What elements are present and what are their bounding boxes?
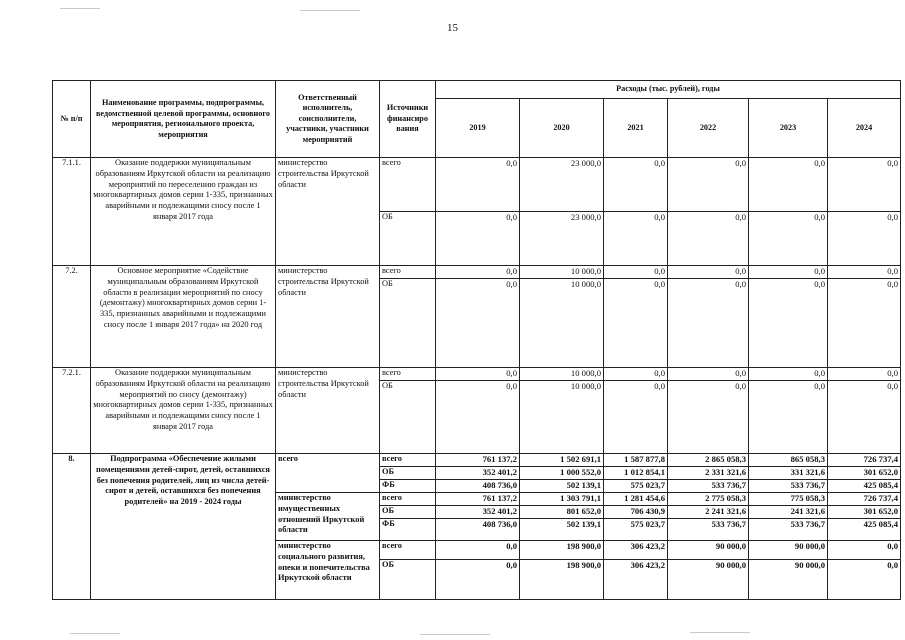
value-cell: 90 000,0 <box>749 541 828 560</box>
row-responsible: всего <box>276 454 380 493</box>
row-responsible: министерство строительства Иркутской области <box>276 368 380 454</box>
value-cell: 425 085,4 <box>828 480 901 493</box>
value-cell: 0,0 <box>828 266 901 279</box>
row-source: всего <box>380 493 436 506</box>
row-source: ОБ <box>380 560 436 600</box>
value-cell: 0,0 <box>828 541 901 560</box>
value-cell: 0,0 <box>604 266 668 279</box>
value-cell: 0,0 <box>604 158 668 212</box>
value-cell: 0,0 <box>668 368 749 381</box>
header-year: 2020 <box>520 99 604 158</box>
header-year: 2022 <box>668 99 749 158</box>
value-cell: 0,0 <box>828 279 901 368</box>
value-cell: 0,0 <box>749 368 828 381</box>
row-source: ФБ <box>380 480 436 493</box>
value-cell: 0,0 <box>668 381 749 454</box>
value-cell: 0,0 <box>436 212 520 266</box>
row-name: Подпрограмма «Обеспечение жилыми помещениями детей-сирот, детей, оставшихся без попечения родителей, лиц из числа детей-сирот и детей, оставшихся без попечения родителей» на 2019 - 2024 годы <box>91 454 276 600</box>
value-cell: 10 000,0 <box>520 368 604 381</box>
header-num: № п/п <box>53 81 91 158</box>
row-source: ОБ <box>380 212 436 266</box>
row-responsible: министерство имущественных отношений Иркутской области <box>276 493 380 541</box>
value-cell: 0,0 <box>436 368 520 381</box>
value-cell: 533 736,7 <box>749 480 828 493</box>
value-cell: 306 423,2 <box>604 541 668 560</box>
value-cell: 1 502 691,1 <box>520 454 604 467</box>
value-cell: 502 139,1 <box>520 519 604 541</box>
header-row <box>53 81 901 99</box>
value-cell: 0,0 <box>828 212 901 266</box>
value-cell: 1 303 791,1 <box>520 493 604 506</box>
value-cell: 198 900,0 <box>520 560 604 600</box>
value-cell: 0,0 <box>604 368 668 381</box>
row-responsible: министерство социального развития, опеки и попечительства Иркутской области <box>276 541 380 600</box>
value-cell: 10 000,0 <box>520 381 604 454</box>
value-cell: 726 737,4 <box>828 493 901 506</box>
value-cell: 23 000,0 <box>520 158 604 212</box>
value-cell: 0,0 <box>828 381 901 454</box>
row-source: ОБ <box>380 279 436 368</box>
value-cell: 0,0 <box>749 266 828 279</box>
value-cell: 10 000,0 <box>520 266 604 279</box>
value-cell: 2 331 321,6 <box>668 467 749 480</box>
value-cell: 2 775 058,3 <box>668 493 749 506</box>
value-cell: 1 000 552,0 <box>520 467 604 480</box>
budget-table <box>52 80 901 600</box>
value-cell: 331 321,6 <box>749 467 828 480</box>
header-year: 2021 <box>604 99 668 158</box>
value-cell: 1 587 877,8 <box>604 454 668 467</box>
header-name: Наименование программы, подпрограммы, ведомственной целевой программы, основного мероприятия, регионального проекта, мероприятия <box>91 81 276 158</box>
value-cell: 575 023,7 <box>604 480 668 493</box>
row-source: ОБ <box>380 381 436 454</box>
row-number: 7.2. <box>53 266 91 368</box>
row-source: всего <box>380 454 436 467</box>
value-cell: 706 430,9 <box>604 506 668 519</box>
value-cell: 0,0 <box>436 266 520 279</box>
row-source: всего <box>380 158 436 212</box>
value-cell: 0,0 <box>749 158 828 212</box>
row-source: ОБ <box>380 467 436 480</box>
value-cell: 2 241 321,6 <box>668 506 749 519</box>
value-cell: 533 736,7 <box>668 480 749 493</box>
row-name: Основное мероприятие «Содействие муниципальным образованиям Иркутской области в реализации мероприятий по сносу (демонтажу) многоквартирных домов серии 1-335, признанных аварийными и подлежащими сносу после 1 января 2017 года» на 2020 год <box>91 266 276 368</box>
value-cell: 408 736,0 <box>436 480 520 493</box>
table-row <box>53 454 901 467</box>
value-cell: 0,0 <box>668 158 749 212</box>
value-cell: 761 137,2 <box>436 493 520 506</box>
value-cell: 0,0 <box>828 368 901 381</box>
value-cell: 2 865 058,3 <box>668 454 749 467</box>
row-name: Оказание поддержки муниципальным образованиям Иркутской области на реализацию мероприятий по переселению граждан из многоквартирных домов серии 1-335, признанных аварийными и подлежащими сносу после 1 января 2017 года <box>91 158 276 266</box>
row-number: 7.1.1. <box>53 158 91 266</box>
value-cell: 1 281 454,6 <box>604 493 668 506</box>
row-number: 7.2.1. <box>53 368 91 454</box>
value-cell: 352 401,2 <box>436 506 520 519</box>
value-cell: 306 423,2 <box>604 560 668 600</box>
value-cell: 0,0 <box>436 158 520 212</box>
value-cell: 0,0 <box>749 279 828 368</box>
value-cell: 0,0 <box>668 212 749 266</box>
value-cell: 10 000,0 <box>520 279 604 368</box>
row-source: всего <box>380 541 436 560</box>
value-cell: 801 652,0 <box>520 506 604 519</box>
value-cell: 301 652,0 <box>828 467 901 480</box>
value-cell: 90 000,0 <box>668 541 749 560</box>
table-row <box>53 158 901 212</box>
header-year: 2023 <box>749 99 828 158</box>
value-cell: 408 736,0 <box>436 519 520 541</box>
header-responsible: Ответственный исполнитель, соисполнители, участники, участники мероприятий <box>276 81 380 158</box>
value-cell: 1 012 854,1 <box>604 467 668 480</box>
page-number: 15 <box>447 22 458 34</box>
scan-artifact <box>60 8 100 9</box>
value-cell: 0,0 <box>436 279 520 368</box>
value-cell: 241 321,6 <box>749 506 828 519</box>
value-cell: 0,0 <box>604 279 668 368</box>
row-name: Оказание поддержки муниципальным образованиям Иркутской области на реализацию мероприятий по сносу (демонтажу) многоквартирных домов серии 1-335, признанных аварийными и подлежащими сносу после 1 января 2017 года <box>91 368 276 454</box>
value-cell: 198 900,0 <box>520 541 604 560</box>
value-cell: 425 085,4 <box>828 519 901 541</box>
row-responsible: министерство строительства Иркутской области <box>276 266 380 368</box>
value-cell: 0,0 <box>749 212 828 266</box>
value-cell: 0,0 <box>828 158 901 212</box>
value-cell: 90 000,0 <box>668 560 749 600</box>
value-cell: 865 058,3 <box>749 454 828 467</box>
scan-artifact <box>70 633 120 634</box>
value-cell: 0,0 <box>604 381 668 454</box>
header-source: Источники финансиро вания <box>380 81 436 158</box>
value-cell: 352 401,2 <box>436 467 520 480</box>
row-source: всего <box>380 266 436 279</box>
value-cell: 502 139,1 <box>520 480 604 493</box>
row-number: 8. <box>53 454 91 600</box>
value-cell: 0,0 <box>749 381 828 454</box>
value-cell: 533 736,7 <box>749 519 828 541</box>
value-cell: 0,0 <box>436 560 520 600</box>
row-source: всего <box>380 368 436 381</box>
row-source: ОБ <box>380 506 436 519</box>
scan-artifact <box>300 10 360 11</box>
value-cell: 90 000,0 <box>749 560 828 600</box>
table-row <box>53 266 901 279</box>
header-year: 2024 <box>828 99 901 158</box>
header-year: 2019 <box>436 99 520 158</box>
value-cell: 0,0 <box>436 541 520 560</box>
value-cell: 761 137,2 <box>436 454 520 467</box>
value-cell: 0,0 <box>668 266 749 279</box>
value-cell: 575 023,7 <box>604 519 668 541</box>
value-cell: 0,0 <box>828 560 901 600</box>
row-source: ФБ <box>380 519 436 541</box>
value-cell: 0,0 <box>604 212 668 266</box>
value-cell: 533 736,7 <box>668 519 749 541</box>
value-cell: 0,0 <box>436 381 520 454</box>
scan-artifact <box>690 632 750 633</box>
scan-artifact <box>420 634 490 635</box>
value-cell: 775 058,3 <box>749 493 828 506</box>
value-cell: 0,0 <box>668 279 749 368</box>
row-responsible: министерство строительства Иркутской области <box>276 158 380 266</box>
value-cell: 301 652,0 <box>828 506 901 519</box>
value-cell: 23 000,0 <box>520 212 604 266</box>
table-row <box>53 368 901 381</box>
header-expenses: Расходы (тыс. рублей), годы <box>436 81 901 99</box>
value-cell: 726 737,4 <box>828 454 901 467</box>
